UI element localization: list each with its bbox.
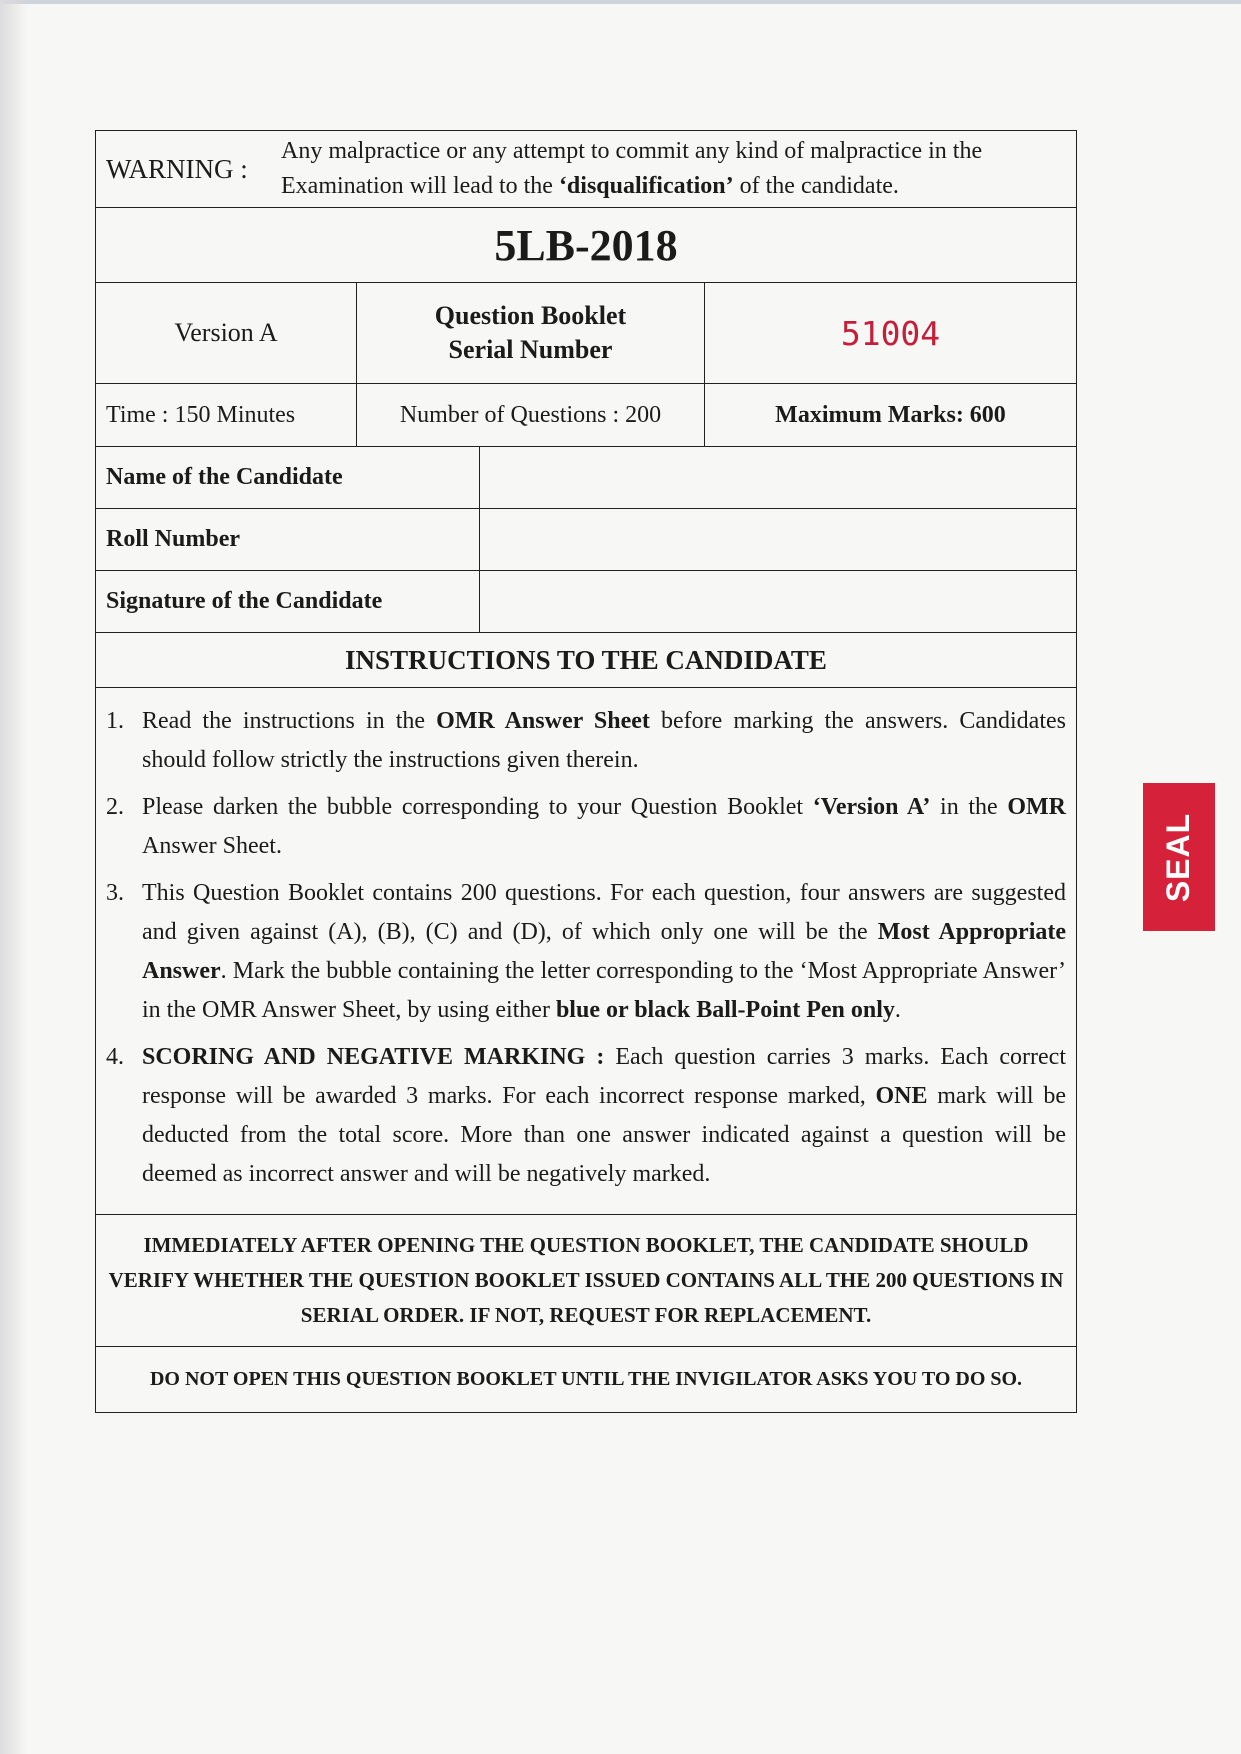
instruction-text-bold: blue or black Ball-Point Pen only xyxy=(555,997,895,1023)
time-info: Time : 150 Minutes xyxy=(96,384,357,446)
instruction-text xyxy=(142,702,1066,780)
instruction-number: 3. xyxy=(106,880,124,906)
instruction-item xyxy=(106,702,1066,780)
instruction-text-part: Please darken the bubble corresponding to your Question Booklet xyxy=(142,794,813,820)
instruction-item xyxy=(106,788,1066,866)
signature-field-row xyxy=(96,571,1076,633)
warning-text-bold: ‘disqualification’ xyxy=(558,173,734,199)
instruction-text xyxy=(142,874,1066,1030)
exam-meta-row xyxy=(96,384,1076,447)
warning-label: WARNING : xyxy=(106,153,248,184)
instruction-text-part: Answer Sheet. xyxy=(142,833,282,859)
signature-field[interactable] xyxy=(480,571,1076,632)
warning-row xyxy=(96,131,1076,208)
instruction-text-bold: Most Appropriate Answer xyxy=(142,919,1067,984)
warning-text-2: of the candidate. xyxy=(733,173,899,199)
roll-label: Roll Number xyxy=(96,509,480,570)
instruction-text-bold: SCORING AND NEGATIVE MARKING : xyxy=(142,1044,605,1070)
instruction-number: 1. xyxy=(106,708,124,734)
warning-text-1: Any malpractice or any attempt to commit any kind of malpractice in the Examination will lead to the xyxy=(281,138,983,199)
instruction-text xyxy=(142,1038,1066,1194)
scan-shadow xyxy=(0,0,28,1754)
instructions-title: INSTRUCTIONS TO THE CANDIDATE xyxy=(96,633,1076,688)
version-label: Version A xyxy=(174,318,278,347)
roll-field-row xyxy=(96,509,1076,571)
instruction-text-part: before marking the answers. Candidates should follow strictly the instructions given therein. xyxy=(142,708,1066,773)
instruction-item xyxy=(106,874,1066,1030)
name-field[interactable] xyxy=(480,447,1076,508)
instruction-number: 4. xyxy=(106,1044,124,1070)
instruction-text-bold: OMR xyxy=(1007,794,1066,820)
booklet-info-row xyxy=(96,283,1076,384)
questions-info: Number of Questions : 200 xyxy=(357,384,705,446)
page-edge xyxy=(0,0,1241,4)
instruction-text-part: in the xyxy=(930,794,1008,820)
exam-code: 5LB-2018 xyxy=(96,208,1076,283)
verify-notice: IMMEDIATELY AFTER OPENING THE QUESTION BOOKLET, THE CANDIDATE SHOULD VERIFY WHETHER THE QUESTION BOOKLET ISSUED CONTAINS ALL THE 200 QUESTIONS IN SERIAL ORDER. IF NOT, REQUEST FOR REPLACEMENT. xyxy=(96,1215,1076,1347)
do-not-open-notice: DO NOT OPEN THIS QUESTION BOOKLET UNTIL THE INVIGILATOR ASKS YOU TO DO SO. xyxy=(149,1368,1023,1390)
serial-label xyxy=(435,299,626,367)
max-marks-info: Maximum Marks: 600 xyxy=(775,401,1006,428)
signature-label: Signature of the Candidate xyxy=(96,571,480,632)
serial-number: 51004 xyxy=(840,313,941,353)
instructions-list xyxy=(96,688,1076,1215)
serial-label-line1: Question Booklet xyxy=(434,301,627,330)
seal-label: SEAL xyxy=(1160,812,1197,902)
instruction-text-bold: OMR Answer Sheet xyxy=(436,708,650,734)
name-label: Name of the Candidate xyxy=(96,447,480,508)
instruction-text-bold: ‘Version A’ xyxy=(812,794,931,820)
instruction-text-part: Read the instructions in the xyxy=(142,708,437,734)
serial-label-line2: Serial Number xyxy=(448,335,613,364)
instruction-text-part: Each question carries 3 marks. Each correct response will be awarded 3 marks. For each incorrect response marked, xyxy=(142,1044,1066,1109)
instruction-text-bold: ONE xyxy=(875,1083,928,1109)
warning-text xyxy=(281,134,1076,204)
instruction-text-part: . xyxy=(894,997,901,1023)
roll-field[interactable] xyxy=(480,509,1076,570)
instruction-item xyxy=(106,1038,1066,1194)
instruction-text-part: This Question Booklet contains 200 questions. For each question, four answers are suggested and given against (A), (B), (C) and (D), of which only one will be the xyxy=(142,880,1066,945)
booklet-cover xyxy=(95,130,1077,1413)
name-field-row xyxy=(96,447,1076,509)
instruction-text-part: . Mark the bubble containing the letter corresponding to the ‘Most Appropriate Answer’ in the OMR Answer Sheet, by using either xyxy=(142,958,1066,1023)
instruction-text xyxy=(142,788,1066,866)
instruction-text-part: mark will be deducted from the total score. More than one answer indicated against a question will be deemed as incorrect answer and will be negatively marked. xyxy=(142,1083,1066,1187)
seal-tab xyxy=(1143,783,1215,931)
instruction-number: 2. xyxy=(106,794,124,820)
